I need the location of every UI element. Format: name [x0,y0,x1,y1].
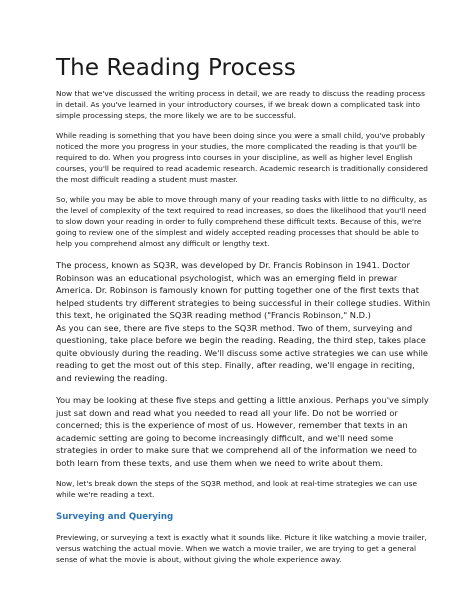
section-heading: Surveying and Querying [56,511,174,522]
paragraph-reading-complexity: While reading is something that you have been doing since you were a small child, you've probably noticed the more you progress in your studies, the more complicated the reading is that you'll be required to do. When you progress into courses in your discipline, as well as higher level English courses, you'll be required to read academic research. Academic research is traditionally considered the most difficult reading a student must master. [56,131,428,184]
paragraph-previewing: Previewing, or surveying a text is exactly what it sounds like. Picture it like watching a movie trailer, versus watching the actual movie. When we watch a movie trailer, we are trying to get a general sense of what the movie is about, without giving the whole experience away. [56,532,427,564]
page-title: The Reading Process [56,55,296,81]
paragraph-slow-down: So, while you may be able to move through many of your reading tasks with little to no difficulty, as the level of complexity of the text required to read increases, so does the likelihood that you'll need to slow down your reading in order to fully comprehend these difficult texts. Because of this, we're going to review one of the simplest and widely accepted reading processes that should be able to help you comprehend almost any difficult or lengthy text. [56,195,427,248]
paragraph-anxious: You may be looking at these five steps and getting a little anxious. Perhaps you've simply just sat down and read what you needed to read all your life. Do not be worried or concerned; this is the experience of most of us. However, remember that texts in an academic setting are going to become increasingly difficult, and we'll need some strategies in order to make sure that we comprehend all of the information we need to both learn from these texts, and use them when we need to write about them. [56,395,429,468]
paragraph-sq3r-origin: The process, known as SQ3R, was developed by Dr. Francis Robinson in 1941. Doctor Robinson was an educational psychologist, which was an emerging field in prewar America. Dr. Robinson is famously known for putting together one of the first texts that helped students try different strategies to being successful in their college studies. Within this text, he originated the SQ3R reading method ("Francis Robinson," N.D.) [56,260,431,321]
paragraph-intro: Now that we've discussed the writing process in detail, we are ready to discuss the reading process in detail. As you've learned in your introductory courses, if we break down a complicated task into simple processing steps, the more likely we are to be successful. [56,89,425,120]
paragraph-five-steps: As you can see, there are five steps to the SQ3R method. Two of them, surveying and questioning, take place before we begin the reading. Reading, the third step, takes place quite obviously during the reading. We'll discuss some active strategies we can use while reading to get the most out of this step. Finally, after reading, we'll engage in reciting, and reviewing the reading. [56,322,428,383]
paragraph-break-down: Now, let's break down the steps of the SQ3R method, and look at real-time strategies we can use while we're reading a text. [56,479,418,500]
